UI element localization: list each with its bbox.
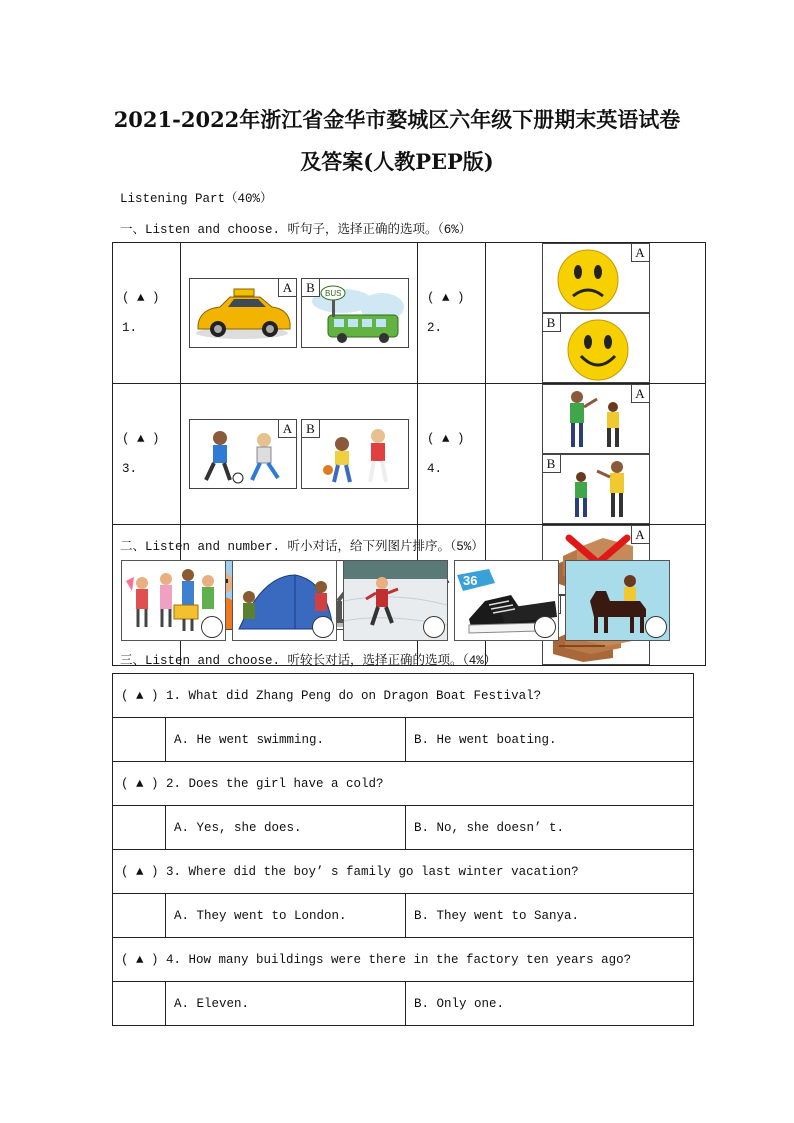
q3-2-question: ( ▲ ) 2. Does the girl have a cold? [113,762,694,806]
section1-heading: 一、Listen and choose. 听句子，选择正确的选项。（6%） [120,223,472,237]
q4-option-a[interactable] [542,384,650,454]
q3-1-blank [113,718,166,762]
q1-options [181,243,418,384]
q3-4-option-b[interactable]: B. Only one. [406,982,694,1026]
q2-paren: ( ▲ ) [427,291,465,305]
section3-table [112,673,694,1026]
q4-option-b[interactable] [542,454,650,524]
section3-heading: 三、Listen and choose. 听较长对话，选择正确的选项。（4%） [120,654,497,668]
doc-title-line2: 及答案(人教PEP版) [300,149,494,174]
q1-label-a: A [278,279,296,297]
q4-cell [418,384,486,525]
q3-3-blank [113,894,166,938]
q4-label-a: A [631,385,649,403]
q2-cell [418,243,486,384]
q3-number: 3. [122,462,138,476]
q3-options [181,384,418,525]
q1-option-b[interactable] [301,278,409,348]
q1-label-b: B [302,279,320,297]
q4-options [486,384,706,525]
sort-picture-2 [232,560,337,641]
shoe-size-tag: 36 [463,573,478,588]
q3-paren: ( ▲ ) [122,432,160,446]
q2-label-b: B [543,314,561,332]
sort-answer-circle-5[interactable] [645,616,667,638]
section2-heading: 二、Listen and number. 听小对话，给下列图片排序。（5%） [120,540,484,554]
q3-1-option-a[interactable]: A. He went swimming. [166,718,406,762]
q1-number: 1. [122,321,138,335]
q1-paren: ( ▲ ) [122,291,160,305]
q4-label-b: B [543,455,561,473]
q3-2-option-a[interactable]: A. Yes, she does. [166,806,406,850]
q3-2-blank [113,806,166,850]
q2-options [486,243,706,384]
q3-option-a[interactable] [189,419,297,489]
q3-option-b[interactable] [301,419,409,489]
q1-option-a[interactable] [189,278,297,348]
q1-cell [113,243,181,384]
q6-label-a: A [631,526,649,544]
q3-4-question: ( ▲ ) 4. How many buildings were there in the factory ten years ago? [113,938,694,982]
q2-option-a[interactable] [542,243,650,313]
sort-answer-circle-1[interactable] [201,616,223,638]
q3-4-blank [113,982,166,1026]
q3-4-option-a[interactable]: A. Eleven. [166,982,406,1026]
q3-1-question: ( ▲ ) 1. What did Zhang Peng do on Dragon Boat Festival? [113,674,694,718]
q4-paren: ( ▲ ) [427,432,465,446]
sort-answer-circle-4[interactable] [534,616,556,638]
q3-3-option-a[interactable]: A. They went to London. [166,894,406,938]
sort-picture-3 [343,560,448,641]
q2-option-b[interactable] [542,313,650,383]
bus-sign-text: BUS [325,289,342,298]
sort-answer-circle-2[interactable] [312,616,334,638]
q4-number: 4. [427,462,443,476]
listening-part-heading: Listening Part（40%） [120,192,273,206]
q3-1-option-b[interactable]: B. He went boating. [406,718,694,762]
q2-label-a: A [631,244,649,262]
q3-label-b: B [302,420,320,438]
sort-picture-1 [121,560,226,641]
sort-answer-circle-3[interactable] [423,616,445,638]
q2-number: 2. [427,321,443,335]
q3-cell [113,384,181,525]
doc-title-line1: 2021-2022年浙江省金华市婺城区六年级下册期末英语试卷 [113,107,681,132]
q3-3-option-b[interactable]: B. They went to Sanya. [406,894,694,938]
sort-picture-4 [454,560,559,641]
q3-3-question: ( ▲ ) 3. Where did the boy’ s family go last winter vacation? [113,850,694,894]
q3-2-option-b[interactable]: B. No, she doesn’ t. [406,806,694,850]
q3-label-a: A [278,420,296,438]
sort-picture-5 [565,560,670,641]
